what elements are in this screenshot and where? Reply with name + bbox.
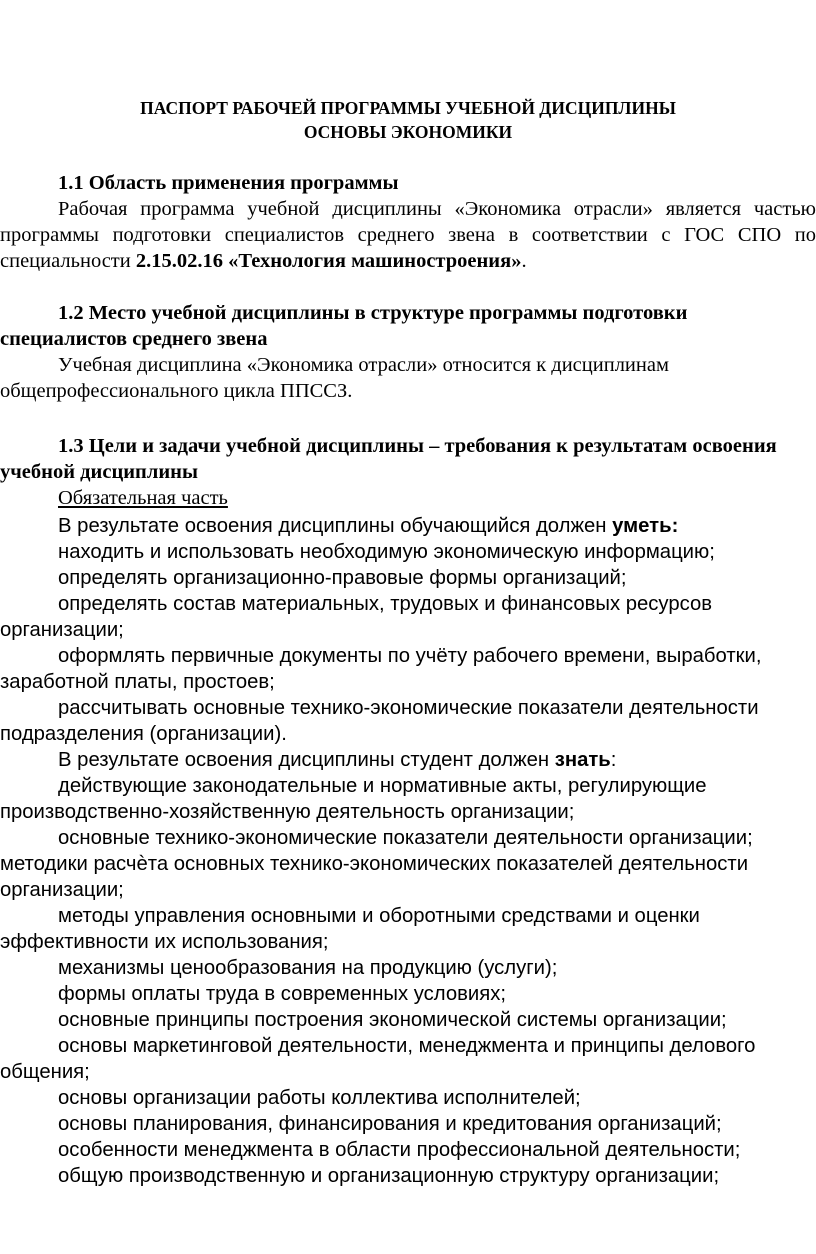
list-item: оформлять первичные документы по учёту рабочего времени, выработки, заработной платы, простоев; xyxy=(0,645,762,693)
list-item: основные принципы построения экономической системы организации; xyxy=(58,1009,727,1031)
list-item: формы оплаты труда в современных условиях; xyxy=(58,983,507,1005)
list-item: определять состав материальных, трудовых и финансовых ресурсов организации; xyxy=(0,593,713,641)
knowledge-colon: : xyxy=(610,749,617,771)
list-item: определять организационно-правовые формы организаций; xyxy=(58,567,627,589)
list-item: общую производственную и организационную структуру организации; xyxy=(58,1165,720,1187)
section-heading: 1.3 Цели и задачи учебной дисциплины – требования к результатам освоения учебной дисциплины xyxy=(0,435,777,483)
list-item: основы маркетинговой деятельности, менеджмента и принципы делового общения; xyxy=(0,1035,756,1083)
section-heading: 1.1 Область применения программы xyxy=(58,172,399,194)
list-item: действующие законодательные и нормативные акты, регулирующие производственно-хозяйственную деятельность организации; xyxy=(0,775,707,823)
list-item: рассчитывать основные технико-экономические показатели деятельности подразделения (организации). xyxy=(0,697,759,745)
document-title-line-1: ПАСПОРТ РАБОЧЕЙ ПРОГРАММЫ УЧЕБНОЙ ДИСЦИПЛИНЫ xyxy=(140,98,676,118)
skills-intro xyxy=(0,513,816,539)
mandatory-part-text: Обязательная часть xyxy=(58,487,228,509)
skills-intro-text: В результате освоения дисциплины обучающийся должен xyxy=(58,515,613,537)
paragraph-text: Рабочая программа учебной дисциплины «Экономика отрасли» является частью программы подготовки специалистов среднего звена в соответствии с ГОС СПО по специальности xyxy=(0,198,816,272)
mandatory-part-label xyxy=(0,485,816,511)
list-item: механизмы ценообразования на продукцию (услуги); xyxy=(58,957,558,979)
list-item: основы планирования, финансирования и кредитования организаций; xyxy=(58,1113,722,1135)
section-paragraph: Учебная дисциплина «Экономика отрасли» относится к дисциплинам общепрофессионального цикла ППССЗ. xyxy=(0,354,669,402)
list-item: основы организации работы коллектива исполнителей; xyxy=(58,1087,581,1109)
section-1-3 xyxy=(0,433,816,511)
list-item: методы управления основными и оборотными средствами и оценки эффективности их использования; xyxy=(0,905,700,953)
requirements-list xyxy=(0,513,816,1189)
knowledge-intro-text: В результате освоения дисциплины студент должен xyxy=(58,749,555,771)
list-item: особенности менеджмента в области профессиональной деятельности; xyxy=(58,1139,741,1161)
knowledge-keyword: знать xyxy=(554,749,611,771)
paragraph-end: . xyxy=(521,250,527,272)
list-item: находить и использовать необходимую экономическую информацию; xyxy=(58,541,715,563)
section-1-1 xyxy=(0,170,816,274)
section-heading: 1.2 Место учебной дисциплины в структуре программы подготовки специалистов среднего звена xyxy=(0,302,688,350)
knowledge-intro xyxy=(0,747,816,773)
specialty-name: 2.15.02.16 «Технология машиностроения» xyxy=(135,250,522,272)
section-1-2 xyxy=(0,300,816,404)
document-title-line-2: ОСНОВЫ ЭКОНОМИКИ xyxy=(303,122,513,142)
list-item: основные технико-экономические показатели деятельности организации; методики расчѐта основных технико-экономических показателей деятельности организации; xyxy=(0,827,753,901)
section-paragraph xyxy=(0,196,816,274)
skills-keyword: уметь: xyxy=(612,515,679,537)
